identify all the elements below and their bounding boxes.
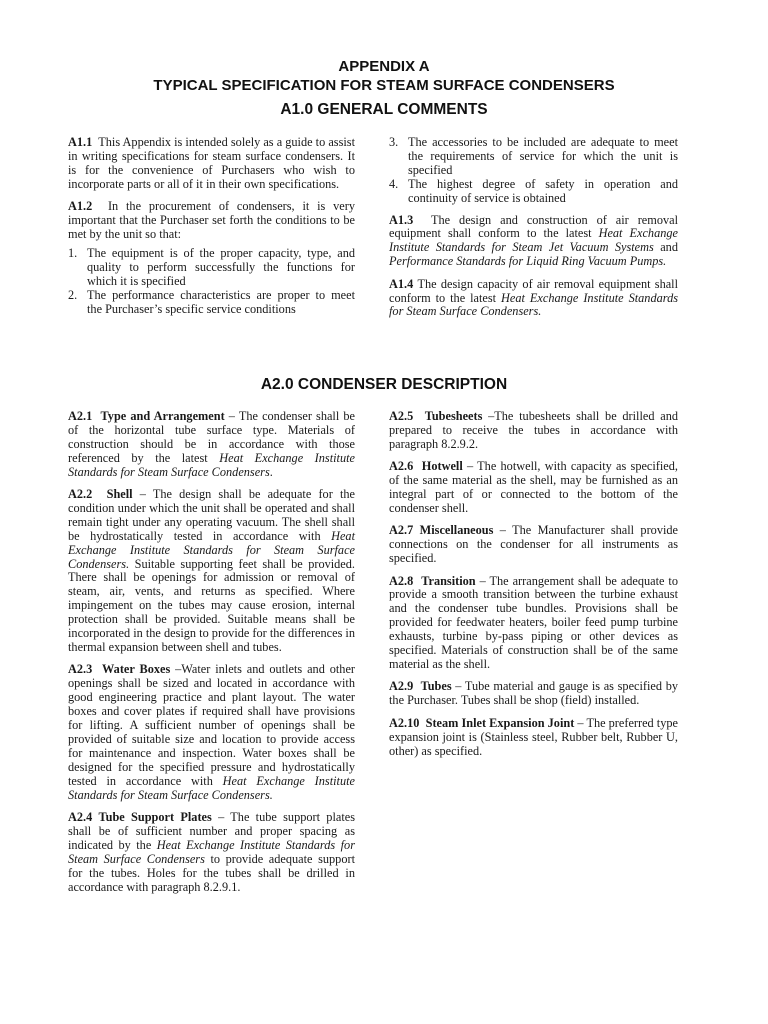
paragraph-id: A1.1	[68, 135, 93, 149]
paragraph-title: Tube Support Plates	[98, 809, 212, 824]
paragraph-text: – Tube material and gauge is as specified by the Purchaser. Tubes shall be shop (field) installed.	[389, 679, 678, 708]
list-item-text: The accessories to be included are adequate to meet the requirements of service for which the unit is specified	[408, 135, 678, 177]
general-comments-left-column	[68, 136, 355, 325]
list-item-text: The performance characteristics are proper to meet the Purchaser’s specific service conditions	[87, 288, 355, 316]
appendix-title: APPENDIX A	[338, 58, 430, 75]
paragraph-id: A1.4	[389, 276, 414, 291]
paragraph-a1-1	[68, 136, 355, 192]
paragraph-id: A1.2	[68, 199, 93, 214]
paragraph-text: The design and construction of air removal equipment shall conform to the latest	[389, 212, 678, 241]
paragraph-a2-6	[389, 460, 678, 516]
paragraph-title: Miscellaneous	[419, 523, 494, 538]
paragraph-title: Tubesheets	[424, 409, 483, 423]
paragraph-title: Shell	[106, 487, 133, 502]
paragraph-id: A2.3	[68, 662, 93, 677]
list-number: 2.	[68, 288, 78, 303]
section-heading-condenser-description: A2.0 CONDENSER DESCRIPTION	[260, 376, 508, 393]
list-number: 1.	[68, 246, 78, 261]
paragraph-text: – The condenser shall be of the horizontal tube surface type. Materials of construction should be in accordance with those referenced by the latest	[68, 409, 355, 465]
paragraph-title: Hotwell	[421, 459, 463, 474]
paragraph-text: In the procurement of condensers, it is very important that the Purchaser set forth the conditions to be met by the unit so that:	[68, 199, 355, 241]
paragraph-title: Type and Arrangement	[100, 409, 225, 423]
paragraph-id: A2.9	[389, 679, 414, 694]
standard-reference: Performance Standards for Liquid Ring Vacuum Pumps.	[389, 254, 667, 269]
paragraph-title: Steam Inlet Expansion Joint	[425, 715, 575, 730]
standard-reference: Heat Exchange Institute Standards for Steam Surface Condensers	[68, 450, 355, 479]
paragraph-id: A2.1	[68, 409, 93, 423]
paragraph-text: –Water inlets and outlets and other openings shall be sized and located in accordance with good engineering practice and plant layout. The water boxes and cover plates if required shall have provisions for lifting. A sufficient number of openings shall be provided of suitable size and location to provide access for maintenance and inspection. Water boxes shall be designed for the specified pressure and hydrostatically tested in accordance with	[68, 662, 355, 788]
paragraph-id: A2.7	[389, 523, 414, 538]
paragraph-text: –The tubesheets shall be drilled and prepared to receive the tubes in accordance with paragraph 8.2.9.2.	[389, 409, 678, 451]
paragraph-id: A1.3	[389, 212, 414, 227]
paragraph-a2-3	[68, 663, 355, 802]
paragraph-text: The design capacity of air removal equipment shall conform to the latest	[389, 276, 679, 305]
general-comments-right-column	[389, 136, 678, 328]
list-item-text: The equipment is of the proper capacity, type, and quality to perform successfully the functions for which it is specified	[87, 246, 355, 289]
paragraph-a2-2	[68, 488, 355, 655]
standard-reference: Heat Exchange Institute Standards for Steam Surface Condensers.	[389, 290, 679, 319]
standard-reference: Heat Exchange Institute Standards for Steam Surface Condensers	[68, 837, 355, 866]
list-number: 4.	[389, 176, 399, 191]
paragraph-id: A2.8	[389, 573, 414, 588]
paragraph-text: Suitable supporting feet shall be provided. There shall be openings for admission or removal of steam, air, vents, and returns as specified. Where impingement on the tubes may cause erosion, internal protection shall be provided. Suitable means shall be incorporated in the design to provide for the differences in thermal expansion between shell and tubes.	[68, 556, 355, 654]
paragraph-text: – The tube support plates shall be of sufficient number and proper spacing as indicated by the	[68, 809, 355, 852]
list-item	[68, 247, 355, 289]
standard-reference: Heat Exchange Institute Standards for Steam Surface Condensers.	[68, 773, 355, 802]
appendix-subtitle: TYPICAL SPECIFICATION FOR STEAM SURFACE CONDENSERS	[153, 77, 615, 94]
paragraph-id: A2.2	[68, 487, 93, 502]
paragraph-text: – The design shall be adequate for the condition under which the unit shall be operated and shall remain tight under any operating vacuum. The shell shall be hydrostatically tested in accordance with	[68, 487, 355, 543]
list-item	[68, 289, 355, 317]
paragraph-text: This Appendix is intended solely as a guide to assist in writing specifications for steam surface condensers. It is for the convenience of Purchasers who wish to incorporate parts or all of it in their own specifications.	[68, 135, 355, 191]
paragraph-text: to provide adequate support for the tubes. Holes for the tubes shall be drilled in accordance with paragraph 8.2.9.1.	[68, 851, 355, 894]
paragraph-a2-8	[389, 575, 678, 672]
paragraph-id: A2.10	[389, 715, 420, 730]
paragraph-text: .	[269, 464, 273, 479]
list-item	[389, 178, 678, 206]
paragraph-a2-10	[389, 717, 678, 759]
paragraph-id: A2.5	[389, 409, 414, 423]
paragraph-text: – The arrangement shall be adequate to provide a smooth transition between the turbine exhaust and the condenser tube bundles. Provisions shall be provided for feedwater heaters, boiler feed pump turbine exhausts, turbine by-pass piping or other devices as specified. Materials of construction shall be of the same material as the shell.	[389, 573, 678, 671]
paragraph-a2-5	[389, 410, 678, 452]
list-item-text: The highest degree of safety in operation and continuity of service is obtained	[408, 176, 678, 205]
numbered-list	[68, 247, 355, 317]
paragraph-a2-7	[389, 524, 678, 566]
paragraph-text: – The hotwell, with capacity as specified, of the same material as the shell, may be furnished as an integral part of or connected to the bottom of the condenser shell.	[389, 459, 678, 515]
paragraph-title: Tubes	[420, 679, 452, 694]
paragraph-title: Water Boxes	[102, 662, 171, 677]
list-item	[389, 136, 678, 178]
paragraph-id: A2.6	[389, 459, 414, 474]
condenser-description-left-column	[68, 410, 355, 903]
paragraph-a2-9	[389, 680, 678, 708]
paragraph-a1-3	[389, 214, 678, 270]
numbered-list-continued	[389, 136, 678, 206]
paragraph-text: – The Manufacturer shall provide connections on the condenser for all instruments as specified.	[389, 523, 678, 566]
paragraph-a2-4-start	[68, 811, 355, 894]
standard-reference: Heat Exchange Institute Standards for Steam Jet Vacuum Systems	[389, 226, 678, 255]
paragraph-a2-1	[68, 410, 355, 480]
paragraph-text: – The preferred type expansion joint is (Stainless steel, Rubber belt, Rubber U, other) as specified.	[389, 715, 678, 758]
standard-reference: Heat Exchange Institute Standards for Steam Surface Condensers.	[68, 528, 355, 571]
paragraph-id: A2.4	[68, 809, 93, 824]
paragraph-title: Transition	[421, 573, 476, 588]
section-heading-general-comments: A1.0 GENERAL COMMENTS	[280, 101, 488, 118]
paragraph-text: and	[653, 240, 678, 255]
paragraph-a1-4	[389, 278, 678, 320]
list-number: 3.	[389, 135, 399, 149]
condenser-description-right-column	[389, 410, 678, 767]
paragraph-a1-2	[68, 200, 355, 242]
